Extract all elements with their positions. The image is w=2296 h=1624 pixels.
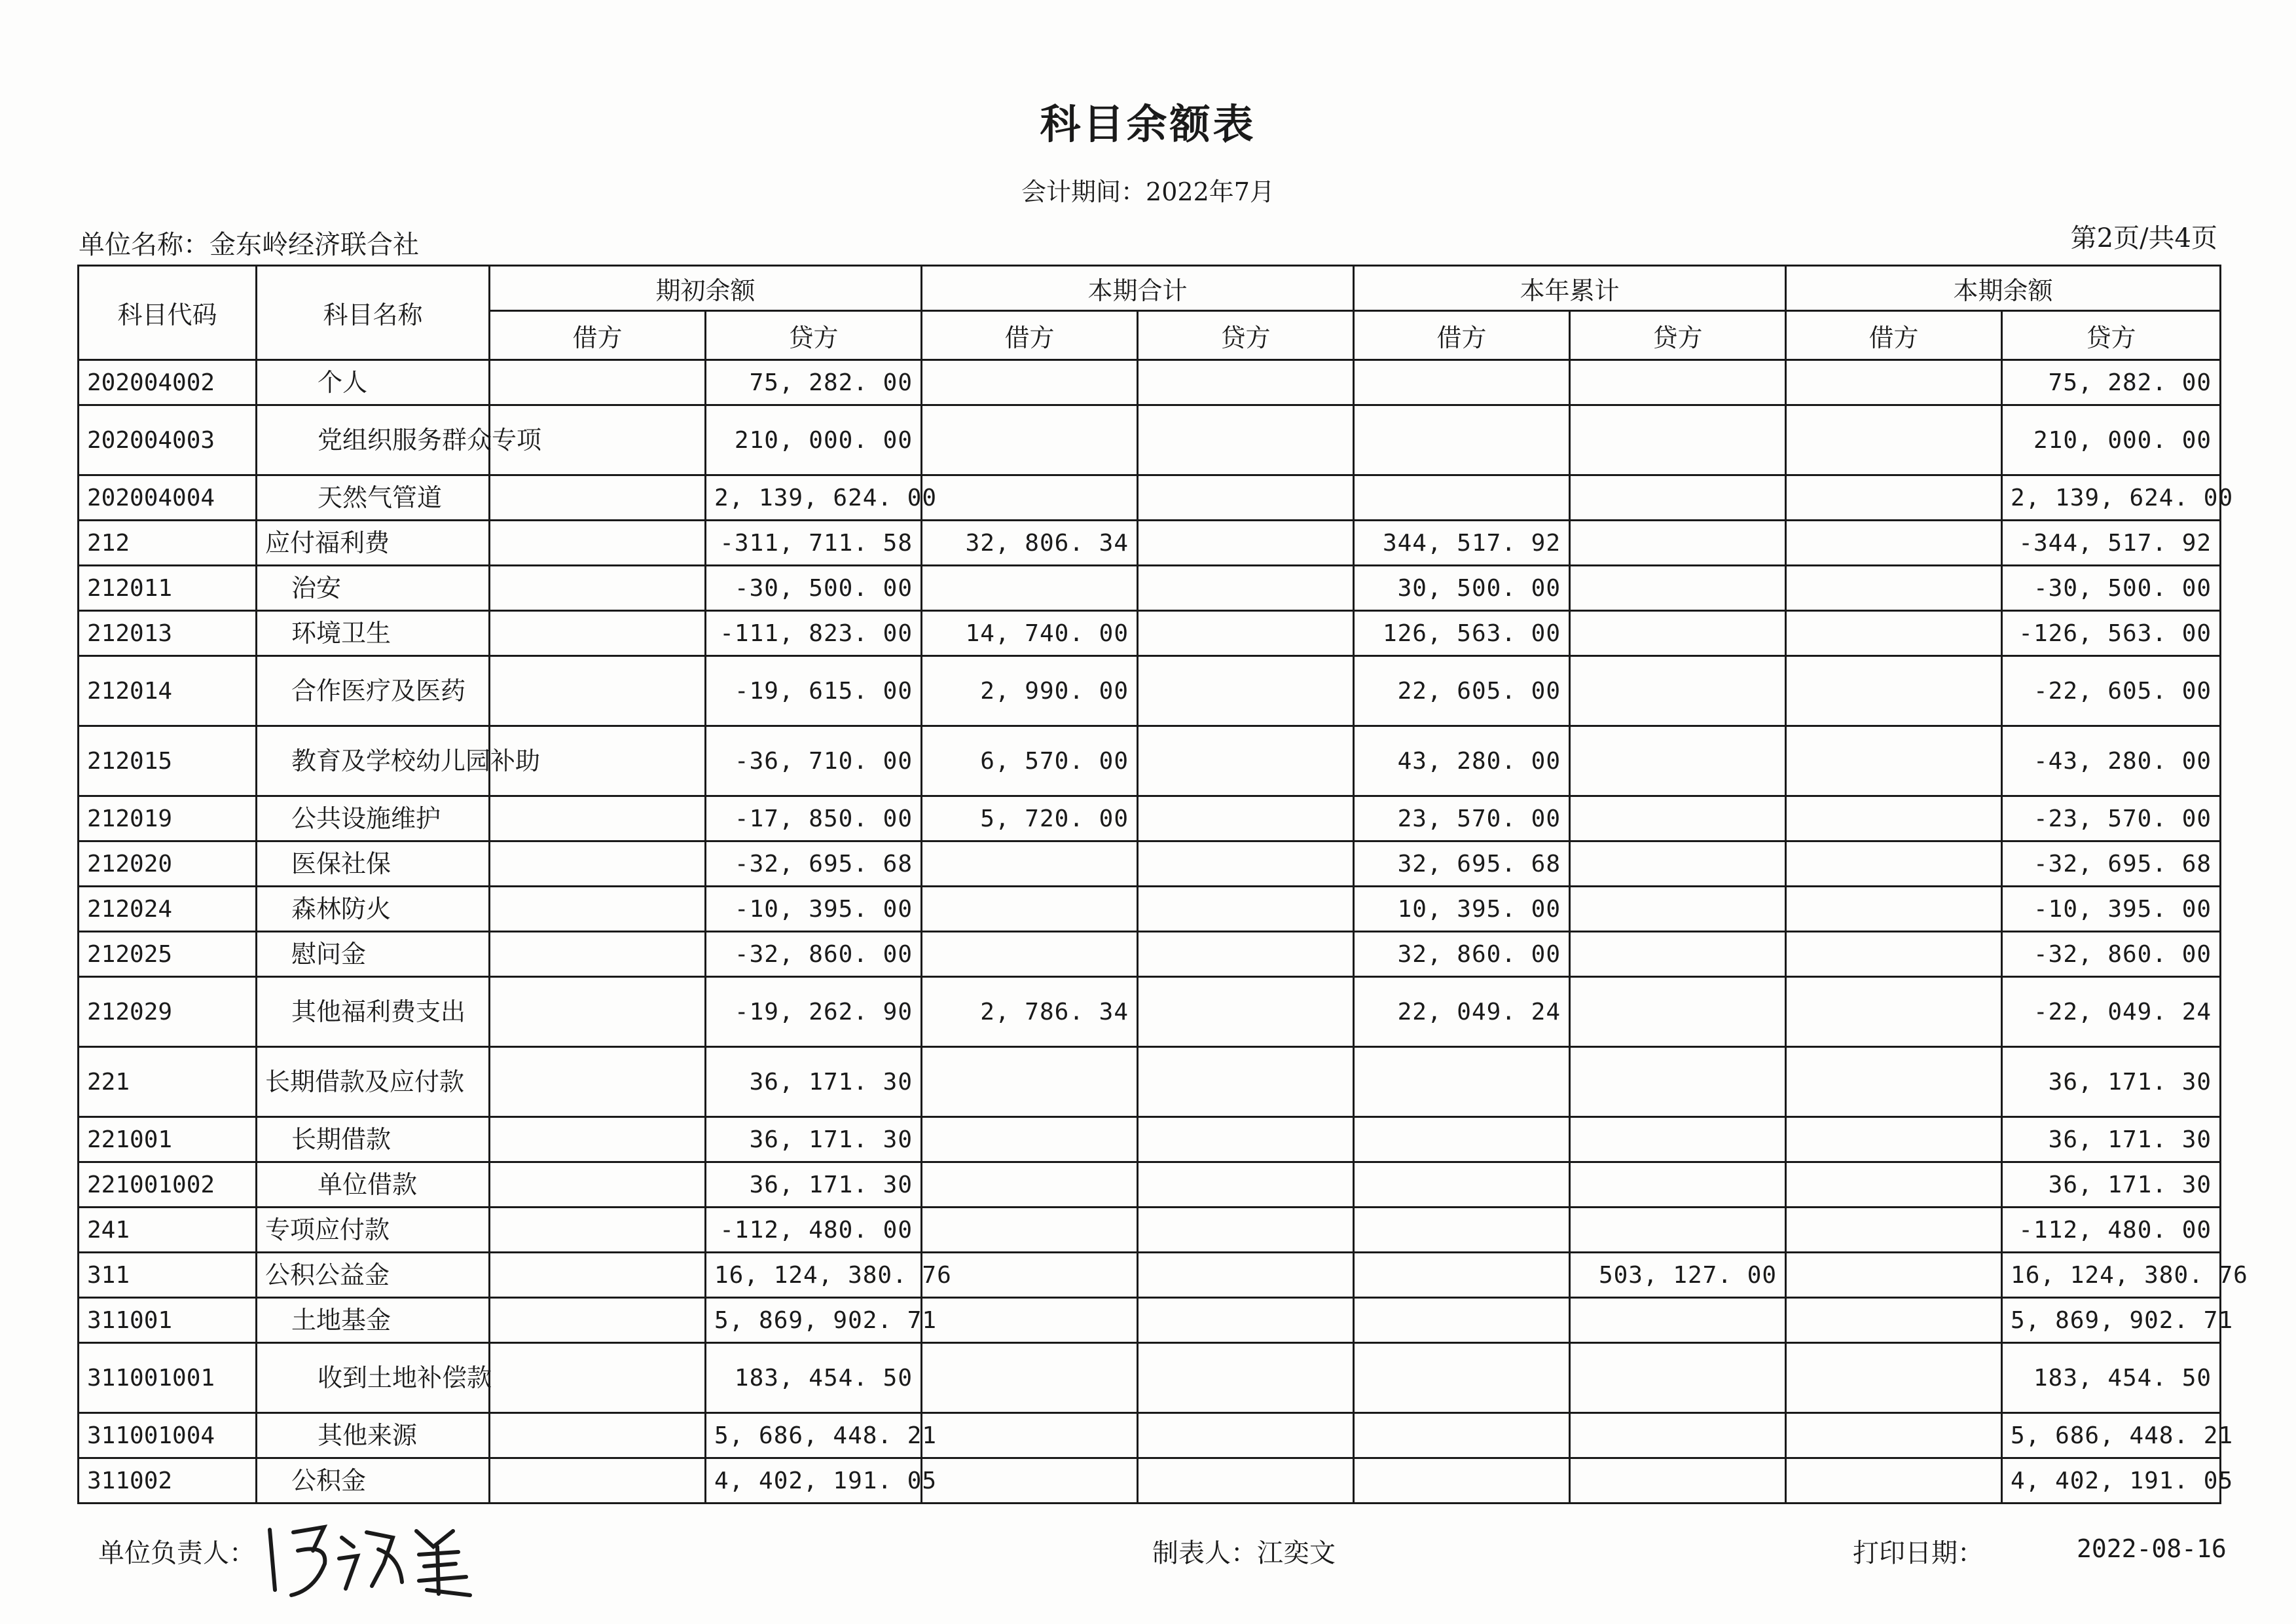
opening-credit-cell: -111, 823. 00 [706, 611, 922, 656]
period-credit-cell [1138, 841, 1354, 887]
opening-credit-cell: -10, 395. 00 [706, 887, 922, 932]
opening-debit-cell [490, 1162, 706, 1208]
period-debit-cell [922, 1162, 1138, 1208]
ytd-debit-cell: 43, 280. 00 [1354, 726, 1570, 796]
closing-debit-cell [1786, 1413, 2002, 1458]
table-row [79, 1413, 2221, 1458]
account-name: 森林防火 [257, 887, 490, 932]
period-debit-cell [922, 360, 1138, 405]
period-credit-cell [1138, 475, 1354, 521]
ytd-credit-cell [1570, 1162, 1786, 1208]
header-debit: 借方 [922, 311, 1138, 360]
account-name: 土地基金 [257, 1298, 490, 1343]
opening-credit-cell: 75, 282. 00 [706, 360, 922, 405]
ytd-credit-cell [1570, 1298, 1786, 1343]
opening-credit-cell: -19, 262. 90 [706, 977, 922, 1047]
account-name: 天然气管道 [257, 475, 490, 521]
ytd-debit-cell: 23, 570. 00 [1354, 796, 1570, 841]
period-credit-cell [1138, 1047, 1354, 1117]
account-name: 合作医疗及医药 [257, 656, 490, 726]
account-code: 221 [79, 1047, 257, 1117]
table-row [79, 1343, 2221, 1413]
account-name: 治安 [257, 566, 490, 611]
accounting-period: 会计期间：2022年7月 [1021, 177, 1275, 206]
period-debit-cell [922, 1047, 1138, 1117]
ytd-debit-cell [1354, 1047, 1570, 1117]
closing-credit-cell: 5, 686, 448. 21 [2002, 1413, 2221, 1458]
unit-name: 单位名称：金东岭经济联合社 [79, 230, 419, 260]
ytd-credit-cell [1570, 977, 1786, 1047]
table-header [79, 266, 2221, 360]
header-debit: 借方 [490, 311, 706, 360]
account-code: 221001002 [79, 1162, 257, 1208]
period-debit-cell [922, 1253, 1138, 1298]
ytd-credit-cell [1570, 611, 1786, 656]
closing-debit-cell [1786, 521, 2002, 566]
opening-debit-cell [490, 360, 706, 405]
ytd-debit-cell: 30, 500. 00 [1354, 566, 1570, 611]
ytd-debit-cell [1354, 1298, 1570, 1343]
opening-credit-cell: 36, 171. 30 [706, 1162, 922, 1208]
period-credit-cell [1138, 405, 1354, 475]
period-credit-cell [1138, 977, 1354, 1047]
period-debit-cell: 6, 570. 00 [922, 726, 1138, 796]
table-row [79, 475, 2221, 521]
opening-credit-cell: 36, 171. 30 [706, 1117, 922, 1162]
period-credit-cell [1138, 796, 1354, 841]
closing-debit-cell [1786, 841, 2002, 887]
opening-credit-cell: 2, 139, 624. 00 [706, 475, 922, 521]
header-current-period: 本期合计 [922, 266, 1354, 311]
account-code: 212029 [79, 977, 257, 1047]
header-debit: 借方 [1354, 311, 1570, 360]
ytd-debit-cell: 344, 517. 92 [1354, 521, 1570, 566]
opening-credit-cell: -19, 615. 00 [706, 656, 922, 726]
table-row [79, 656, 2221, 726]
period-credit-cell [1138, 1117, 1354, 1162]
period-debit-cell: 5, 720. 00 [922, 796, 1138, 841]
balance-table [77, 265, 2248, 1504]
closing-credit-cell: 183, 454. 50 [2002, 1343, 2221, 1413]
ytd-credit-cell [1570, 841, 1786, 887]
account-name: 专项应付款 [257, 1208, 490, 1253]
opening-debit-cell [490, 611, 706, 656]
closing-credit-cell: 4, 402, 191. 05 [2002, 1458, 2221, 1504]
closing-credit-cell: 75, 282. 00 [2002, 360, 2221, 405]
header-name: 科目名称 [257, 266, 490, 360]
table-row [79, 1047, 2221, 1117]
closing-credit-cell: 36, 171. 30 [2002, 1162, 2221, 1208]
table-row [79, 1208, 2221, 1253]
opening-debit-cell [490, 1458, 706, 1504]
account-name: 应付福利费 [257, 521, 490, 566]
account-code: 212020 [79, 841, 257, 887]
period-debit-cell [922, 1208, 1138, 1253]
table-row [79, 566, 2221, 611]
handwritten-signature [262, 1518, 478, 1603]
opening-debit-cell [490, 1343, 706, 1413]
account-code: 212 [79, 521, 257, 566]
period-credit-cell [1138, 726, 1354, 796]
account-code: 212025 [79, 932, 257, 977]
opening-debit-cell [490, 977, 706, 1047]
closing-debit-cell [1786, 796, 2002, 841]
account-name: 医保社保 [257, 841, 490, 887]
account-name: 单位借款 [257, 1162, 490, 1208]
closing-credit-cell: 36, 171. 30 [2002, 1047, 2221, 1117]
opening-credit-cell: 183, 454. 50 [706, 1343, 922, 1413]
ytd-debit-cell: 32, 695. 68 [1354, 841, 1570, 887]
closing-debit-cell [1786, 1343, 2002, 1413]
ytd-debit-cell [1354, 1413, 1570, 1458]
opening-credit-cell: -32, 695. 68 [706, 841, 922, 887]
period-credit-cell [1138, 521, 1354, 566]
ytd-credit-cell: 503, 127. 00 [1570, 1253, 1786, 1298]
ytd-credit-cell [1570, 521, 1786, 566]
header-debit: 借方 [1786, 311, 2002, 360]
ytd-debit-cell [1354, 1162, 1570, 1208]
period-credit-cell [1138, 611, 1354, 656]
table-row [79, 1253, 2221, 1298]
account-code: 212024 [79, 887, 257, 932]
ytd-debit-cell [1354, 1253, 1570, 1298]
table-row [79, 932, 2221, 977]
ytd-credit-cell [1570, 1413, 1786, 1458]
closing-credit-cell: -22, 605. 00 [2002, 656, 2221, 726]
opening-debit-cell [490, 1208, 706, 1253]
opening-credit-cell: 36, 171. 30 [706, 1047, 922, 1117]
period-debit-cell [922, 932, 1138, 977]
closing-debit-cell [1786, 1208, 2002, 1253]
period-debit-cell [922, 887, 1138, 932]
period-credit-cell [1138, 566, 1354, 611]
unit-head-label: 单位负责人： [98, 1538, 255, 1568]
account-code: 212013 [79, 611, 257, 656]
closing-credit-cell: 36, 171. 30 [2002, 1117, 2221, 1162]
opening-debit-cell [490, 1253, 706, 1298]
ytd-credit-cell [1570, 1208, 1786, 1253]
closing-credit-cell: -32, 695. 68 [2002, 841, 2221, 887]
closing-debit-cell [1786, 566, 2002, 611]
account-name: 党组织服务群众专项 [257, 405, 490, 475]
table-row [79, 1298, 2221, 1343]
period-debit-cell [922, 1343, 1138, 1413]
print-date: 2022-08-16 [2077, 1534, 2227, 1563]
account-code: 311001001 [79, 1343, 257, 1413]
opening-credit-cell: -311, 711. 58 [706, 521, 922, 566]
ytd-debit-cell [1354, 1208, 1570, 1253]
ytd-credit-cell [1570, 566, 1786, 611]
opening-credit-cell: -32, 860. 00 [706, 932, 922, 977]
ytd-credit-cell [1570, 796, 1786, 841]
opening-credit-cell: 210, 000. 00 [706, 405, 922, 475]
ytd-credit-cell [1570, 1458, 1786, 1504]
period-debit-cell [922, 566, 1138, 611]
period-debit-cell [922, 1117, 1138, 1162]
opening-debit-cell [490, 841, 706, 887]
header-credit: 贷方 [1570, 311, 1786, 360]
period-credit-cell [1138, 932, 1354, 977]
closing-debit-cell [1786, 1458, 2002, 1504]
header-credit: 贷方 [2002, 311, 2221, 360]
header-credit: 贷方 [1138, 311, 1354, 360]
closing-debit-cell [1786, 1117, 2002, 1162]
table-row [79, 1162, 2221, 1208]
period-debit-cell [922, 405, 1138, 475]
closing-debit-cell [1786, 475, 2002, 521]
ytd-credit-cell [1570, 932, 1786, 977]
opening-credit-cell: -36, 710. 00 [706, 726, 922, 796]
period-credit-cell [1138, 1458, 1354, 1504]
header-year-to-date: 本年累计 [1354, 266, 1786, 311]
closing-debit-cell [1786, 405, 2002, 475]
closing-debit-cell [1786, 932, 2002, 977]
header-opening-balance: 期初余额 [490, 266, 922, 311]
closing-credit-cell: 16, 124, 380. 76 [2002, 1253, 2221, 1298]
opening-debit-cell [490, 1047, 706, 1117]
ytd-debit-cell [1354, 1117, 1570, 1162]
table-row [79, 841, 2221, 887]
account-code: 202004004 [79, 475, 257, 521]
account-name: 个人 [257, 360, 490, 405]
ytd-credit-cell [1570, 887, 1786, 932]
ytd-credit-cell [1570, 1343, 1786, 1413]
period-debit-cell [922, 1458, 1138, 1504]
account-name: 长期借款 [257, 1117, 490, 1162]
ytd-credit-cell [1570, 656, 1786, 726]
period-debit-cell [922, 475, 1138, 521]
opening-debit-cell [490, 521, 706, 566]
closing-credit-cell: 5, 869, 902. 71 [2002, 1298, 2221, 1343]
table-body [79, 360, 2248, 1504]
closing-debit-cell [1786, 726, 2002, 796]
account-name: 公积金 [257, 1458, 490, 1504]
closing-credit-cell: -22, 049. 24 [2002, 977, 2221, 1047]
opening-debit-cell [490, 887, 706, 932]
account-name: 环境卫生 [257, 611, 490, 656]
opening-credit-cell: 16, 124, 380. 76 [706, 1253, 922, 1298]
print-date-label: 打印日期： [1853, 1538, 1984, 1568]
period-credit-cell [1138, 1208, 1354, 1253]
closing-debit-cell [1786, 1162, 2002, 1208]
ytd-debit-cell [1354, 360, 1570, 405]
closing-credit-cell: 210, 000. 00 [2002, 405, 2221, 475]
period-debit-cell [922, 1298, 1138, 1343]
opening-credit-cell: 5, 869, 902. 71 [706, 1298, 922, 1343]
account-code: 212019 [79, 796, 257, 841]
opening-debit-cell [490, 1117, 706, 1162]
report-title: 科目余额表 [1040, 100, 1256, 148]
account-code: 241 [79, 1208, 257, 1253]
account-code: 202004003 [79, 405, 257, 475]
ytd-debit-cell: 22, 605. 00 [1354, 656, 1570, 726]
opening-debit-cell [490, 475, 706, 521]
ytd-debit-cell: 10, 395. 00 [1354, 887, 1570, 932]
closing-credit-cell: -30, 500. 00 [2002, 566, 2221, 611]
opening-credit-cell: -17, 850. 00 [706, 796, 922, 841]
closing-debit-cell [1786, 1047, 2002, 1117]
header-code: 科目代码 [79, 266, 257, 360]
page-indicator: 第2页/共4页 [2070, 223, 2217, 253]
account-code: 311002 [79, 1458, 257, 1504]
closing-debit-cell [1786, 977, 2002, 1047]
closing-debit-cell [1786, 656, 2002, 726]
table-row [79, 1117, 2221, 1162]
account-name: 收到土地补偿款 [257, 1343, 490, 1413]
closing-debit-cell [1786, 1298, 2002, 1343]
opening-credit-cell: -30, 500. 00 [706, 566, 922, 611]
closing-debit-cell [1786, 360, 2002, 405]
account-name: 慰问金 [257, 932, 490, 977]
closing-credit-cell: 2, 139, 624. 00 [2002, 475, 2221, 521]
header-closing-balance: 本期余额 [1786, 266, 2221, 311]
table-row [79, 796, 2221, 841]
opening-debit-cell [490, 656, 706, 726]
account-code: 212011 [79, 566, 257, 611]
ytd-debit-cell: 126, 563. 00 [1354, 611, 1570, 656]
closing-credit-cell: -126, 563. 00 [2002, 611, 2221, 656]
table-row [79, 611, 2221, 656]
ytd-debit-cell [1354, 1458, 1570, 1504]
opening-debit-cell [490, 1413, 706, 1458]
closing-credit-cell: -23, 570. 00 [2002, 796, 2221, 841]
ytd-debit-cell: 22, 049. 24 [1354, 977, 1570, 1047]
account-name: 公积公益金 [257, 1253, 490, 1298]
period-debit-cell: 2, 786. 34 [922, 977, 1138, 1047]
closing-debit-cell [1786, 1253, 2002, 1298]
opening-credit-cell: -112, 480. 00 [706, 1208, 922, 1253]
period-debit-cell: 14, 740. 00 [922, 611, 1138, 656]
account-code: 311 [79, 1253, 257, 1298]
closing-debit-cell [1786, 887, 2002, 932]
opening-debit-cell [490, 566, 706, 611]
ytd-debit-cell [1354, 475, 1570, 521]
period-debit-cell: 32, 806. 34 [922, 521, 1138, 566]
account-code: 311001004 [79, 1413, 257, 1458]
opening-credit-cell: 4, 402, 191. 05 [706, 1458, 922, 1504]
opening-debit-cell [490, 932, 706, 977]
opening-credit-cell: 5, 686, 448. 21 [706, 1413, 922, 1458]
period-credit-cell [1138, 360, 1354, 405]
account-code: 311001 [79, 1298, 257, 1343]
ytd-credit-cell [1570, 475, 1786, 521]
ytd-credit-cell [1570, 1047, 1786, 1117]
opening-debit-cell [490, 796, 706, 841]
closing-debit-cell [1786, 611, 2002, 656]
opening-debit-cell [490, 1298, 706, 1343]
period-credit-cell [1138, 1298, 1354, 1343]
closing-credit-cell: -344, 517. 92 [2002, 521, 2221, 566]
period-credit-cell [1138, 1253, 1354, 1298]
ytd-debit-cell: 32, 860. 00 [1354, 932, 1570, 977]
ytd-credit-cell [1570, 1117, 1786, 1162]
period-credit-cell [1138, 1162, 1354, 1208]
table-row [79, 887, 2221, 932]
report-maker: 制表人：江奕文 [1152, 1538, 1336, 1568]
account-name: 长期借款及应付款 [257, 1047, 490, 1117]
table-row [79, 1458, 2221, 1504]
period-debit-cell [922, 1413, 1138, 1458]
period-debit-cell: 2, 990. 00 [922, 656, 1138, 726]
ytd-credit-cell [1570, 405, 1786, 475]
period-debit-cell [922, 841, 1138, 887]
table-row [79, 521, 2221, 566]
account-code: 221001 [79, 1117, 257, 1162]
account-name: 公共设施维护 [257, 796, 490, 841]
account-code: 212014 [79, 656, 257, 726]
period-credit-cell [1138, 1413, 1354, 1458]
closing-credit-cell: -43, 280. 00 [2002, 726, 2221, 796]
period-credit-cell [1138, 1343, 1354, 1413]
ytd-debit-cell [1354, 405, 1570, 475]
ytd-credit-cell [1570, 360, 1786, 405]
closing-credit-cell: -10, 395. 00 [2002, 887, 2221, 932]
header-credit: 贷方 [706, 311, 922, 360]
table-row [79, 977, 2221, 1047]
ytd-credit-cell [1570, 726, 1786, 796]
table-row [79, 405, 2221, 475]
account-code: 202004002 [79, 360, 257, 405]
account-name: 教育及学校幼儿园补助 [257, 726, 490, 796]
ytd-debit-cell [1354, 1343, 1570, 1413]
period-credit-cell [1138, 887, 1354, 932]
account-code: 212015 [79, 726, 257, 796]
table-row [79, 726, 2221, 796]
closing-credit-cell: -112, 480. 00 [2002, 1208, 2221, 1253]
period-credit-cell [1138, 656, 1354, 726]
table-row [79, 360, 2221, 405]
account-name: 其他福利费支出 [257, 977, 490, 1047]
closing-credit-cell: -32, 860. 00 [2002, 932, 2221, 977]
account-name: 其他来源 [257, 1413, 490, 1458]
